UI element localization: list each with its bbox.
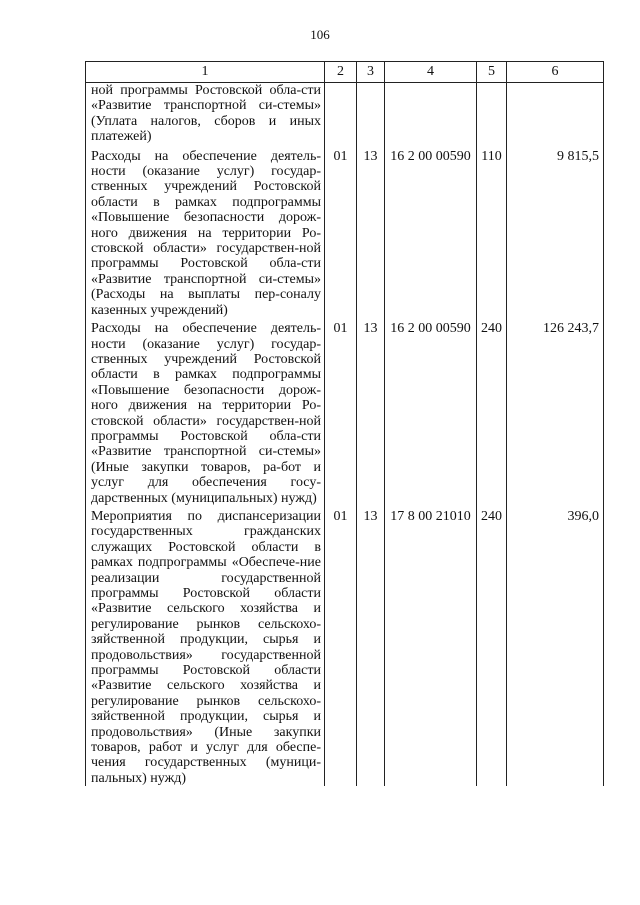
row-amount xyxy=(507,83,604,146)
row-description: Мероприятия по диспансеризации государственных гражданских служащих Ростовской области в рамках подпрограммы «Обеспече-ние реализации государственной программы Ростовской области «Развитие сельского хозяйства и регулирование рынков сельскохо-зяйственной продукции, сырья и продовольствия» государственной программы Ростовской области «Развитие сельского хозяйства и регулирование рынков сельскохо-зяйственной продукции, сырья и продовольствия» (Иные закупки товаров, работ и услуг для обеспе-чения государственных (муници-пальных) нужд) xyxy=(86,506,325,786)
row-amount: 9 815,5 xyxy=(507,146,604,318)
row-section: 01 xyxy=(325,506,357,786)
table-row xyxy=(86,318,604,506)
row-expense-type: 240 xyxy=(477,318,507,506)
column-header-6: 6 xyxy=(507,62,604,83)
row-subsection: 13 xyxy=(357,318,385,506)
column-header-2: 2 xyxy=(325,62,357,83)
row-amount: 126 243,7 xyxy=(507,318,604,506)
row-subsection: 13 xyxy=(357,146,385,318)
table-row xyxy=(86,83,604,146)
row-target-article: 17 8 00 21010 xyxy=(385,506,477,786)
row-subsection xyxy=(357,83,385,146)
row-section: 01 xyxy=(325,318,357,506)
table-row xyxy=(86,506,604,786)
column-header-3: 3 xyxy=(357,62,385,83)
row-amount: 396,0 xyxy=(507,506,604,786)
budget-table xyxy=(85,61,604,786)
row-expense-type: 110 xyxy=(477,146,507,318)
row-description: ной программы Ростовской обла-сти «Развитие транспортной си-стемы» (Уплата налогов, сборов и иных платежей) xyxy=(86,83,325,146)
row-description: Расходы на обеспечение деятель-ности (оказание услуг) государ-ственных учреждений Ростовской области в рамках подпрограммы «Повышение безопасности дорож-ного движения на территории Ро-стовской области» государствен-ной программы Ростовской обла-сти «Развитие транспортной си-стемы» (Расходы на выплаты пер-соналу казенных учреждений) xyxy=(86,146,325,318)
page-number: 106 xyxy=(310,27,330,42)
row-section xyxy=(325,83,357,146)
row-expense-type xyxy=(477,83,507,146)
row-target-article: 16 2 00 00590 xyxy=(385,146,477,318)
row-section: 01 xyxy=(325,146,357,318)
table-header-row xyxy=(86,62,604,83)
row-subsection: 13 xyxy=(357,506,385,786)
row-description: Расходы на обеспечение деятель-ности (оказание услуг) государ-ственных учреждений Ростовской области в рамках подпрограммы «Повышение безопасности дорож-ного движения на территории Ро-стовской области» государствен-ной программы Ростовской обла-сти «Развитие транспортной си-стемы» (Иные закупки товаров, ра-бот и услуг для обеспечения госу-дарственных (муниципальных) нужд) xyxy=(86,318,325,506)
column-header-4: 4 xyxy=(385,62,477,83)
column-header-1: 1 xyxy=(86,62,325,83)
row-target-article xyxy=(385,83,477,146)
table-row xyxy=(86,146,604,318)
column-header-5: 5 xyxy=(477,62,507,83)
row-target-article: 16 2 00 00590 xyxy=(385,318,477,506)
row-expense-type: 240 xyxy=(477,506,507,786)
